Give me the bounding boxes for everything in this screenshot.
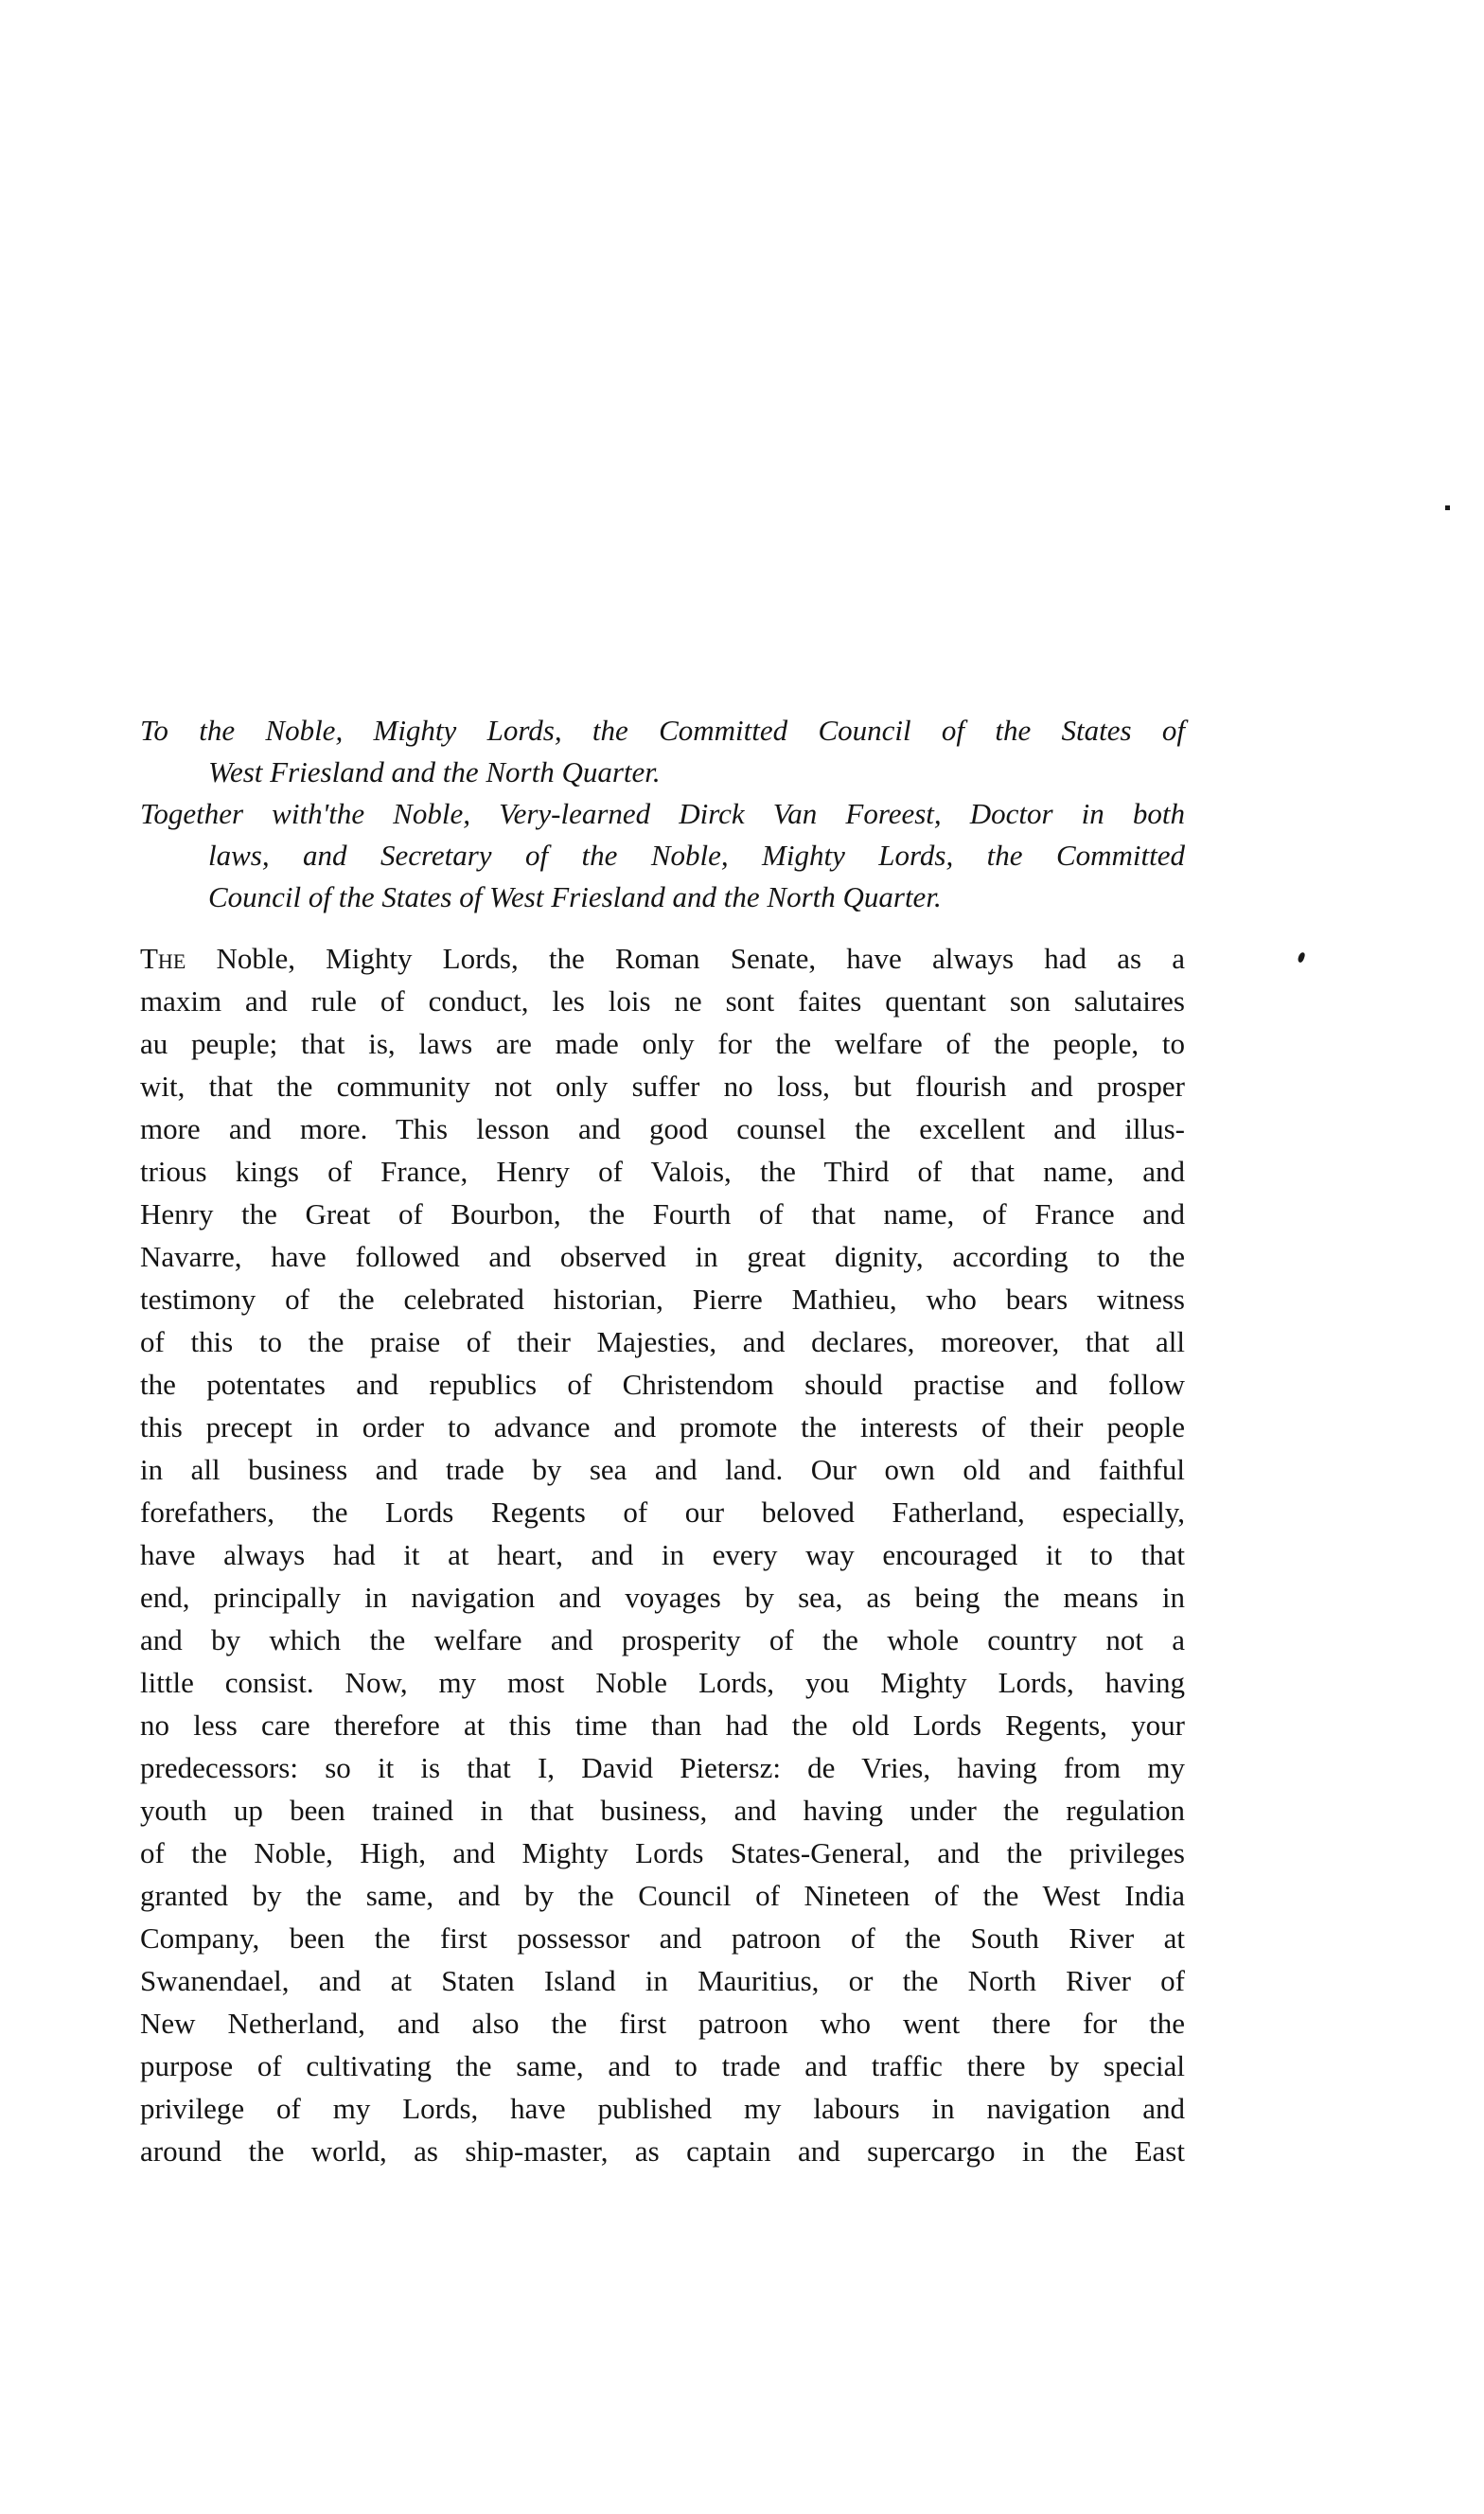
body-text-line: Navarre, have followed and observed in great dignity, according to the (140, 1240, 1185, 1273)
body-text-line: in all business and trade by sea and land. Our own old and faithful (140, 1453, 1185, 1486)
body-text-line: of this to the praise of their Majesties, and declares, moreover, that all (140, 1325, 1185, 1358)
body-text-line: little consist. Now, my most Noble Lords, you Mighty Lords, having (140, 1666, 1185, 1699)
dedication-line: To the Noble, Mighty Lords, the Committed Council of the States of (140, 714, 1185, 747)
body-text-line: this precept in order to advance and promote the interests of their people (140, 1410, 1185, 1443)
body-text-line: testimony of the celebrated historian, Pierre Mathieu, who bears witness (140, 1283, 1185, 1316)
body-text-line: Henry the Great of Bourbon, the Fourth of that name, of France and (140, 1197, 1185, 1230)
body-text-line: Swanendael, and at Staten Island in Mauritius, or the North River of (140, 1964, 1185, 1997)
text-block (140, 710, 1185, 2172)
body-paragraph-block (140, 937, 1185, 2172)
body-text-line: purpose of cultivating the same, and to trade and traffic there by special (140, 2049, 1185, 2082)
body-text-line: Company, been the first possessor and patroon of the South River at (140, 1921, 1185, 1955)
body-text-line: forefathers, the Lords Regents of our beloved Fatherland, especially, (140, 1496, 1185, 1529)
body-text-line: predecessors: so it is that I, David Pietersz: de Vries, having from my (140, 1751, 1185, 1784)
dedication-line: laws, and Secretary of the Noble, Mighty Lords, the Committed (208, 839, 1185, 872)
body-text-line: no less care therefore at this time than had the old Lords Regents, your (140, 1708, 1185, 1742)
body-text-line: au peuple; that is, laws are made only for the welfare of the people, to (140, 1027, 1185, 1060)
body-text-line: privilege of my Lords, have published my labours in navigation and (140, 2092, 1185, 2125)
body-text-line: youth up been trained in that business, and having under the regulation (140, 1794, 1185, 1827)
ink-speck (1297, 951, 1305, 963)
ink-speck (1445, 505, 1450, 510)
body-text-line: trious kings of France, Henry of Valois, the Third of that name, and (140, 1155, 1185, 1188)
body-text-line: granted by the same, and by the Council of Nineteen of the West India (140, 1879, 1185, 1912)
body-text-line: more and more. This lesson and good counsel the excellent and illus- (140, 1112, 1185, 1145)
body-text-line: The Noble, Mighty Lords, the Roman Senate, have always had as a (140, 942, 1185, 975)
body-text-line: wit, that the community not only suffer no loss, but flourish and prosper (140, 1070, 1185, 1103)
body-text-line: the potentates and republics of Christendom should practise and follow (140, 1368, 1185, 1401)
body-text-line: of the Noble, High, and Mighty Lords States-General, and the privileges (140, 1836, 1185, 1869)
small-caps-lead: The (140, 942, 186, 975)
body-text-line: New Netherland, and also the first patroon who went there for the (140, 2007, 1185, 2040)
body-text-line: and by which the welfare and prosperity of the whole country not a (140, 1623, 1185, 1656)
dedication-line: West Friesland and the North Quarter. (208, 755, 661, 788)
body-text-line: maxim and rule of conduct, les lois ne sont faites quentant son salutaires (140, 984, 1185, 1018)
dedication-block (140, 710, 1185, 918)
body-text-line: around the world, as ship-master, as captain and supercargo in the East (140, 2134, 1185, 2168)
dedication-line: Council of the States of West Friesland and the North Quarter. (208, 880, 942, 913)
dedication-line: Together with'the Noble, Very-learned Dirck Van Foreest, Doctor in both (140, 797, 1185, 830)
body-text-line: end, principally in navigation and voyages by sea, as being the means in (140, 1581, 1185, 1614)
body-text-line: have always had it at heart, and in every way encouraged it to that (140, 1538, 1185, 1571)
